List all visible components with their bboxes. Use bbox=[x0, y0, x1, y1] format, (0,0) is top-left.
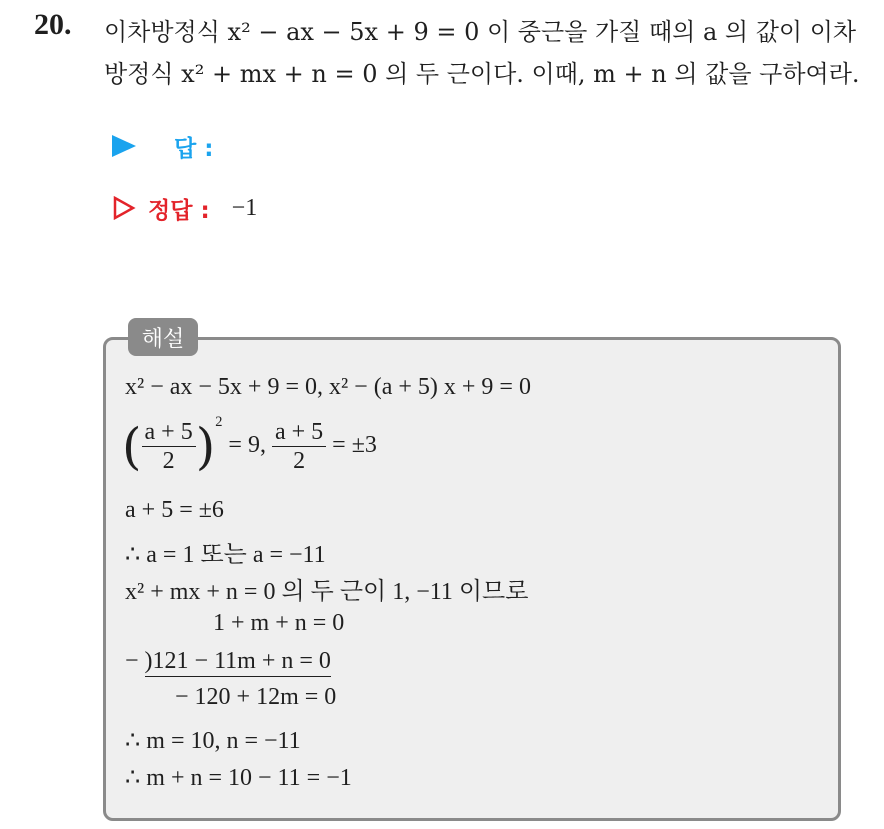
correct-answer-row bbox=[112, 191, 257, 225]
solution-tab: 해설 bbox=[128, 318, 198, 356]
answer-row bbox=[112, 130, 213, 162]
correct-answer-value: −1 bbox=[231, 194, 258, 221]
solution-line-10: ∴ m + n = 10 − 11 = −1 bbox=[125, 765, 352, 791]
correct-answer-label: 정답 : bbox=[148, 197, 210, 224]
answer-label: 답 : bbox=[174, 135, 214, 162]
solution-line-7: − )121 − 11m + n = 0 bbox=[125, 648, 331, 675]
question-text-line-2: 방정식 x² + mx + n = 0 의 두 근이다. 이때, m + n 의 값을 구하여라. bbox=[104, 60, 860, 88]
outline-arrow-icon bbox=[112, 196, 136, 220]
solution-line-3: a + 5 = ±6 bbox=[125, 497, 224, 523]
solution-line-1: x² − ax − 5x + 9 = 0, x² − (a + 5) x + 9 = 0 bbox=[125, 374, 531, 400]
fraction: $\frac{a + 5}{2}$ bbox=[272, 418, 326, 475]
question-number: 20. bbox=[34, 8, 72, 41]
question-text-line-1: 이차방정식 x² − ax − 5x + 9 = 0 이 중근을 가질 때의 a 의 값이 이차 bbox=[104, 18, 857, 46]
play-arrow-icon bbox=[112, 135, 136, 157]
solution-line-4: ∴ a = 1 또는 a = −11 bbox=[125, 542, 326, 568]
solution-line-8: − 120 + 12m = 0 bbox=[175, 684, 337, 710]
solution-line-2: ( $\frac{a + 5}{2}$ )$^2$ = 9, $\frac{a + 5}{2}$ = ±3 bbox=[122, 414, 377, 476]
solution-line-5: x² + mx + n = 0 의 두 근이 1, −11 이므로 bbox=[125, 579, 529, 605]
solution-line-6: 1 + m + n = 0 bbox=[213, 610, 345, 636]
fraction: $\frac{a + 5}{2}$ bbox=[142, 418, 196, 475]
solution-line-9: ∴ m = 10, n = −11 bbox=[125, 728, 301, 754]
